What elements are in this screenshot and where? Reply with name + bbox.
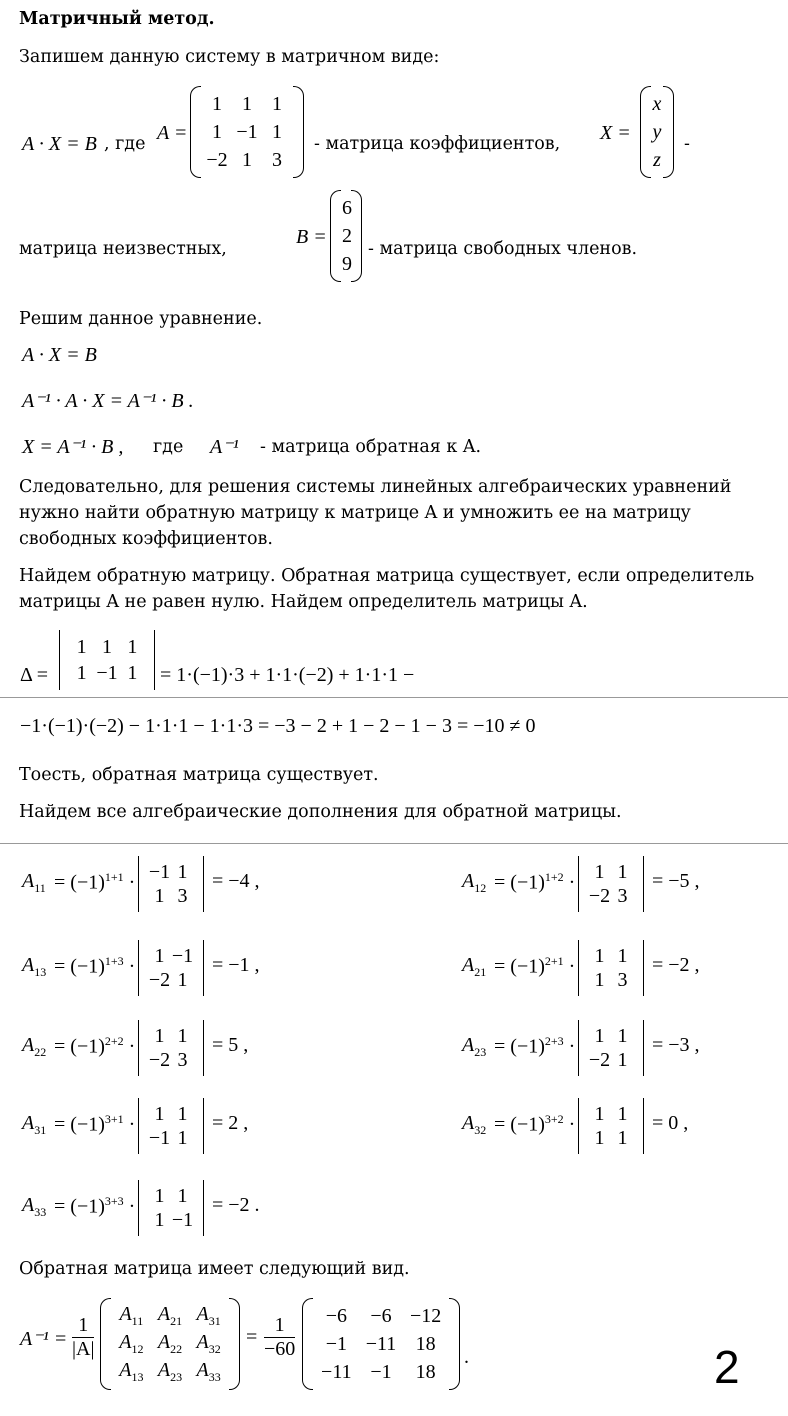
matrix-cell: −2 (588, 1048, 611, 1071)
matrix-cell: −1 (325, 1332, 347, 1355)
inverse-fraction-1 (72, 1314, 94, 1361)
cofactor-letter: A (462, 1034, 475, 1056)
eq3-where: где (153, 437, 184, 457)
matrix-cell: −11 (365, 1332, 397, 1355)
matrix-cell: $A_{22}$ (157, 1331, 183, 1356)
inverse-result-matrix (302, 1298, 460, 1390)
sign-base: = (−1) (54, 1195, 105, 1218)
matrix-cell: 1 (594, 968, 605, 991)
sign-exponent: 1+3 (104, 954, 124, 968)
sign-exponent: 1+2 (544, 870, 564, 884)
matrix-cell: −1 (96, 661, 118, 684)
cofactor-name (22, 870, 46, 896)
minor-determinant (136, 940, 206, 996)
right-bar (203, 940, 204, 996)
matrix-cell: 1 (594, 944, 605, 967)
x-label: X = (600, 122, 631, 144)
equation-axb: A · X = B (22, 133, 97, 155)
matrix-cell: 1 (154, 1024, 165, 1047)
matrix-cell: 1 (594, 860, 605, 883)
matrix-cell: −6 (370, 1304, 392, 1327)
left-bar (138, 1180, 139, 1236)
cofactor-name (462, 1034, 486, 1060)
matrix-cell: 1 (154, 1208, 165, 1231)
cofactor-result: = −5 , (652, 870, 700, 892)
det-expression-2: −1·(−1)·(−2) − 1·1·1 − 1·1·3 = −3 − 2 + 1 − 2 − 1 − 3 = −10 ≠ 0 (20, 715, 536, 737)
minor-determinant (576, 1098, 646, 1154)
cofactor-index: 21 (474, 965, 487, 979)
matrix-cell: 1 (594, 1126, 605, 1149)
matrix-cell: $A_{23}$ (157, 1359, 183, 1384)
cofactor-index: 13 (34, 965, 47, 979)
matrix-cell: 1 (594, 1102, 605, 1125)
right-bar (643, 1020, 644, 1076)
cofactor-name (462, 1112, 486, 1138)
eq3-desc: - матрица обратная к A. (260, 437, 482, 457)
minor-determinant (576, 940, 646, 996)
adjugate-matrix (100, 1298, 240, 1390)
matrix-cell: 1 (617, 1048, 628, 1071)
right-paren (663, 86, 674, 178)
inverse-equals: = (246, 1326, 258, 1348)
cofactor-result: = −4 , (212, 870, 260, 892)
matrix-cell: 1 (154, 884, 165, 907)
left-bar (138, 940, 139, 996)
sign-base: = (−1) (54, 1113, 105, 1136)
matrix-cell: 6 (342, 196, 352, 219)
cofactor-letter: A (462, 954, 475, 976)
right-paren (229, 1298, 240, 1390)
cofactor-sign (494, 1034, 575, 1059)
matrix-cell: 3 (177, 1048, 188, 1071)
matrix-cell: 1 (127, 661, 138, 684)
right-bar (203, 1180, 204, 1236)
right-bar (643, 856, 644, 912)
cofactor-letter: A (462, 1112, 475, 1134)
right-bar (643, 1098, 644, 1154)
sign-exponent: 1+1 (104, 870, 124, 884)
cofactor-sign (54, 954, 135, 979)
det-matrix (57, 630, 157, 690)
sign-base: = (−1) (494, 1035, 545, 1058)
matrix-cell: 1 (617, 944, 628, 967)
cofactor-result: = −2 . (212, 1194, 260, 1216)
eq3-ainv: A⁻¹ (210, 436, 239, 458)
multiply-dot: · (563, 871, 576, 894)
matrix-cell: 1 (177, 1024, 188, 1047)
matrix-cell: 1 (594, 1024, 605, 1047)
x-desc: матрица неизвестных, (19, 239, 227, 259)
left-paren (330, 190, 341, 282)
multiply-dot: · (123, 871, 136, 894)
sign-exponent: 3+1 (104, 1112, 124, 1126)
matrix-cell: $A_{13}$ (119, 1359, 144, 1384)
inverse-label: A⁻¹ = (20, 1328, 68, 1350)
minor-determinant (136, 1180, 206, 1236)
cofactor-index: 33 (34, 1205, 47, 1219)
equation-3: X = A⁻¹ · B , (22, 436, 124, 458)
left-bar (138, 1020, 139, 1076)
left-bar (578, 1020, 579, 1076)
minor-determinant (136, 856, 206, 912)
matrix-cell: 1 (177, 1102, 188, 1125)
cofactor-result: = 0 , (652, 1112, 689, 1134)
cofactor-letter: A (22, 1112, 35, 1134)
solve-text: Решим данное уравнение. (19, 309, 263, 329)
left-bar (138, 1098, 139, 1154)
sign-exponent: 3+3 (104, 1194, 124, 1208)
fraction-numerator: 1 (264, 1314, 295, 1338)
cofactor-sign (494, 1112, 575, 1137)
b-label: B = (296, 226, 327, 248)
matrix-cell: −2 (148, 968, 171, 991)
left-paren (190, 86, 201, 178)
sign-exponent: 3+2 (544, 1112, 564, 1126)
matrix-cell: −1 (148, 1126, 171, 1149)
sign-base: = (−1) (54, 1035, 105, 1058)
matrix-cell: 1 (272, 120, 282, 143)
cofactor-index: 11 (34, 881, 46, 895)
left-bar (138, 856, 139, 912)
cofactor-sign (494, 870, 575, 895)
cofactor-name (22, 954, 46, 980)
divider (0, 697, 788, 698)
cofactor-index: 32 (474, 1123, 487, 1137)
cofactor-index: 22 (34, 1045, 47, 1059)
cofactor-name (22, 1194, 46, 1220)
cofactor-sign (54, 1034, 135, 1059)
cofactor-sign (54, 1112, 135, 1137)
fraction-numerator: 1 (72, 1314, 94, 1338)
det-expression-1: = 1·(−1)·3 + 1·1·(−2) + 1·1·1 − (160, 664, 415, 686)
matrix-cell: 1 (617, 1102, 628, 1125)
left-paren (302, 1298, 313, 1390)
cofactor-result: = 5 , (212, 1034, 249, 1056)
matrix-cell: 1 (154, 1102, 165, 1125)
sign-base: = (−1) (54, 871, 105, 894)
cofactor-sign (494, 954, 575, 979)
sign-exponent: 2+3 (544, 1034, 564, 1048)
cofactor-letter: A (22, 870, 35, 892)
matrix-cell: −11 (321, 1360, 352, 1383)
cofactor-sign (54, 870, 135, 895)
matrix-cell: 1 (617, 1024, 628, 1047)
matrix-a (190, 86, 304, 178)
sign-base: = (−1) (494, 955, 545, 978)
matrix-cell: 1 (154, 944, 165, 967)
matrix-cell: $A_{31}$ (196, 1303, 221, 1328)
matrix-cell: 1 (617, 860, 628, 883)
minor-determinant (136, 1098, 206, 1154)
matrix-cell: 1 (272, 92, 282, 115)
minor-determinant (576, 1020, 646, 1076)
cofactor-sign (54, 1194, 135, 1219)
multiply-dot: · (123, 1195, 136, 1218)
cofactor-letter: A (22, 1194, 35, 1216)
matrix-cell: −2 (206, 148, 228, 171)
sign-exponent: 2+2 (104, 1034, 124, 1048)
matrix-cell: −1 (171, 944, 194, 967)
matrix-cell: −2 (588, 884, 611, 907)
fraction-denominator: −60 (264, 1338, 296, 1360)
cofactor-name (22, 1034, 46, 1060)
matrix-cell: −1 (171, 1208, 194, 1231)
matrix-b (330, 190, 362, 282)
matrix-cell: 1 (127, 635, 138, 658)
a-desc: - матрица коэффициентов, (314, 134, 561, 154)
left-bar (578, 856, 579, 912)
matrix-cell: 9 (342, 252, 352, 275)
equation-1: A · X = B (22, 344, 97, 366)
matrix-cell: $A_{21}$ (157, 1303, 183, 1328)
section-heading: Матричный метод. (19, 9, 215, 29)
matrix-cell: 1 (177, 968, 188, 991)
equation-2: A⁻¹ · A · X = A⁻¹ · B . (22, 390, 194, 412)
matrix-cell: 18 (415, 1360, 436, 1383)
matrix-cell: −12 (410, 1304, 442, 1327)
right-paren (351, 190, 362, 282)
matrix-cell: −1 (370, 1360, 392, 1383)
matrix-cell: 1 (212, 92, 222, 115)
right-bar (203, 1098, 204, 1154)
cofactors-text: Найдем все алгебраические дополнения для обратной матрицы. (19, 802, 622, 822)
multiply-dot: · (123, 955, 136, 978)
fraction-denominator: |A| (72, 1338, 95, 1360)
matrix-cell: $A_{32}$ (196, 1331, 221, 1356)
sign-base: = (−1) (54, 955, 105, 978)
matrix-cell: 1 (76, 635, 87, 658)
hence-paragraph: Следовательно, для решения системы линейных алгебраических уравнений нужно найти обратную матрицу к матрице A и умножить ее на матрицу свободных коэффициентов. (19, 477, 732, 549)
matrix-cell: −1 (148, 860, 171, 883)
a-label: A = (157, 122, 188, 144)
cofactor-letter: A (22, 954, 35, 976)
matrix-cell: 1 (242, 148, 252, 171)
matrix-cell: 1 (177, 1184, 188, 1207)
right-paren (449, 1298, 460, 1390)
divider (0, 843, 788, 844)
matrix-cell: $A_{12}$ (119, 1331, 144, 1356)
minor-determinant (136, 1020, 206, 1076)
x-dash: - (684, 134, 690, 154)
cofactor-result: = −1 , (212, 954, 260, 976)
right-bar (643, 940, 644, 996)
matrix-cell: $A_{33}$ (196, 1359, 221, 1384)
matrix-cell: 1 (617, 1126, 628, 1149)
b-desc: - матрица свободных членов. (368, 239, 638, 259)
cofactor-name (462, 954, 486, 980)
inverse-fraction-2 (264, 1314, 295, 1361)
matrix-cell: 3 (272, 148, 282, 171)
right-bar (203, 1020, 204, 1076)
page-number: 2 (714, 1341, 740, 1393)
cofactor-result: = −2 , (652, 954, 700, 976)
multiply-dot: · (123, 1113, 136, 1136)
cofactor-letter: A (462, 870, 475, 892)
multiply-dot: · (563, 1035, 576, 1058)
cofactor-index: 31 (34, 1123, 47, 1137)
cofactor-index: 23 (474, 1045, 487, 1059)
matrix-cell: 18 (415, 1332, 436, 1355)
matrix-cell: 3 (617, 968, 628, 991)
cofactor-letter: A (22, 1034, 35, 1056)
cofactor-result: = −3 , (652, 1034, 700, 1056)
matrix-cell: −1 (236, 120, 258, 143)
matrix-cell: y (652, 120, 662, 143)
left-paren (100, 1298, 111, 1390)
matrix-cell: −2 (148, 1048, 171, 1071)
matrix-cell: 3 (617, 884, 628, 907)
matrix-x (640, 86, 674, 178)
inverse-text: Обратная матрица имеет следующий вид. (19, 1259, 410, 1279)
right-bar (203, 856, 204, 912)
multiply-dot: · (123, 1035, 136, 1058)
det-label: Δ = (20, 664, 49, 686)
matrix-cell: 1 (177, 1126, 188, 1149)
left-bar (578, 940, 579, 996)
find-inverse-paragraph: Найдем обратную матрицу. Обратная матрица существует, если определитель матрицы A не равен нулю. Найдем определитель матрицы A. (19, 566, 755, 612)
matrix-cell: 1 (76, 661, 87, 684)
left-paren (640, 86, 651, 178)
matrix-cell: z (653, 148, 661, 171)
sign-exponent: 2+1 (544, 954, 564, 968)
matrix-cell: −6 (325, 1304, 347, 1327)
matrix-cell: 1 (154, 1184, 165, 1207)
where-text: , где (104, 134, 146, 154)
matrix-cell: 1 (242, 92, 252, 115)
cofactor-name (462, 870, 486, 896)
cofactor-index: 12 (474, 881, 487, 895)
cofactor-name (22, 1112, 46, 1138)
sign-base: = (−1) (494, 1113, 545, 1136)
left-bar (578, 1098, 579, 1154)
matrix-cell: 2 (342, 224, 352, 247)
sign-base: = (−1) (494, 871, 545, 894)
inverse-end: . (464, 1346, 469, 1368)
cofactor-result: = 2 , (212, 1112, 249, 1134)
multiply-dot: · (563, 955, 576, 978)
multiply-dot: · (563, 1113, 576, 1136)
minor-determinant (576, 856, 646, 912)
matrix-cell: 1 (212, 120, 222, 143)
matrix-cell: $A_{11}$ (119, 1303, 144, 1328)
exists-text: Тоесть, обратная матрица существует. (19, 765, 379, 785)
matrix-cell: 1 (101, 635, 112, 658)
matrix-cell: x (652, 92, 662, 115)
right-paren (293, 86, 304, 178)
matrix-cell: 3 (177, 884, 188, 907)
matrix-cell: 1 (177, 860, 188, 883)
intro-text: Запишем данную систему в матричном виде: (19, 47, 440, 67)
